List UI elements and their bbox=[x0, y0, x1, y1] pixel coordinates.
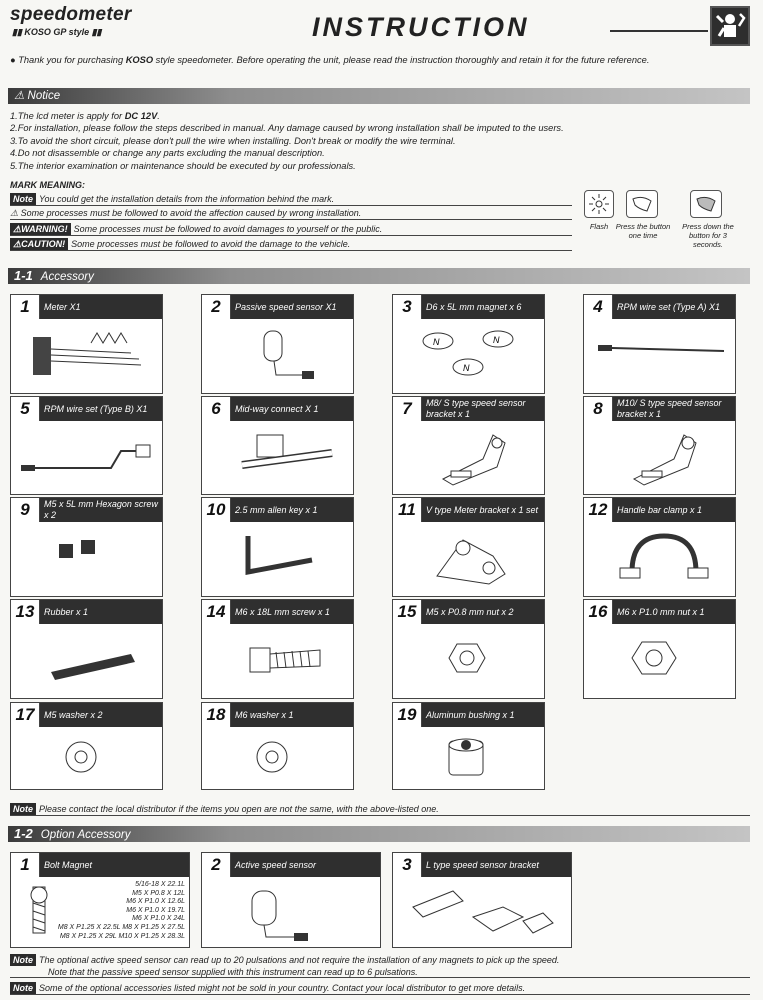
warning-triangle-icon: ⚠ bbox=[10, 208, 21, 218]
accessory-card-8 bbox=[583, 396, 736, 495]
note-sensor-line-1: The optional active speed sensor can read up to 20 pulsations and not require the installation of any magnets to pick up the speed. bbox=[39, 955, 560, 965]
accessory-number: 2 bbox=[202, 295, 231, 319]
accessory-number: 4 bbox=[584, 295, 613, 319]
accessory-card-header bbox=[11, 600, 162, 624]
accessory-label: M6 x P1.0 mm nut x 1 bbox=[617, 606, 705, 617]
accessory-illustration bbox=[202, 522, 353, 597]
accessory-number: 6 bbox=[202, 397, 231, 421]
accessory-label: M5 x P0.8 mm nut x 2 bbox=[426, 606, 514, 617]
accessory-card-15 bbox=[392, 599, 545, 699]
accessory-label: M10/ S type speed sensor bracket x 1 bbox=[617, 398, 722, 419]
accessory-label: V type Meter bracket x 1 set bbox=[426, 504, 539, 515]
option-card-1 bbox=[10, 852, 190, 948]
accessory-illustration bbox=[11, 727, 162, 792]
mark-caution-text: Some processes must be followed to avoid the damage to the vehicle. bbox=[71, 239, 351, 249]
note-availability-text: Some of the optional accessories listed might not be sold in your country. Contact your local distributor to get more details. bbox=[39, 983, 526, 993]
accessory-card-19 bbox=[392, 702, 545, 790]
intro-post: style speedometer. Before operating the unit, please read the instruction thoroughly and retain it for the future reference. bbox=[153, 55, 650, 65]
option-number: 1 bbox=[11, 853, 40, 877]
option-illustration bbox=[202, 877, 380, 952]
notice-line-3: 3.To avoid the short circuit, please don't pull the wire when installing. Don't break or modify the wire terminal. bbox=[10, 135, 456, 146]
accessory-illustration bbox=[393, 727, 544, 792]
accessory-card-14 bbox=[201, 599, 354, 699]
section-accessory-bar bbox=[8, 268, 750, 284]
note-tag: Note bbox=[10, 954, 36, 966]
accessory-illustration bbox=[584, 421, 735, 496]
notice-line-5: 5.The interior examination or maintenance should be executed by our professionals. bbox=[10, 160, 356, 171]
accessory-illustration bbox=[11, 421, 162, 496]
brand-subtitle: ▮▮ KOSO GP style ▮▮ bbox=[12, 27, 102, 37]
intro-pre: Thank you for purchasing bbox=[18, 55, 126, 65]
bolt-spec: M5 X P0.8 X 12L bbox=[132, 889, 185, 897]
intro-text: ● Thank you for purchasing KOSO style speedometer. Before operating the unit, please read the instruction thoroughly and retain it for the future reference. bbox=[10, 55, 650, 65]
accessory-card-11 bbox=[392, 497, 545, 597]
accessory-card-4 bbox=[583, 294, 736, 394]
title-rule bbox=[610, 30, 708, 32]
accessory-label: D6 x 5L mm magnet x 6 bbox=[426, 301, 522, 312]
warning-tag: ⚠WARNING! bbox=[10, 223, 71, 235]
option-card-2 bbox=[201, 852, 381, 948]
option-label: Bolt Magnet bbox=[44, 859, 93, 870]
bolt-spec-list bbox=[15, 881, 185, 941]
accessory-number: 3 bbox=[393, 295, 422, 319]
brand-subtitle-text: KOSO GP style bbox=[24, 27, 90, 37]
mechanic-icon bbox=[710, 6, 750, 46]
note-items-row bbox=[10, 803, 750, 816]
accessory-label: M8/ S type speed sensor bracket x 1 bbox=[426, 398, 526, 419]
accessory-number: 19 bbox=[393, 703, 422, 727]
accessory-card-header bbox=[584, 498, 735, 522]
accessory-card-13 bbox=[10, 599, 163, 699]
mark-note-row bbox=[10, 193, 572, 206]
notice-line-2: 2.For installation, please follow the steps described in manual. Any damage caused by wrong installation shall be imputed to the users. bbox=[10, 123, 564, 134]
option-label: L type speed sensor bracket bbox=[426, 859, 539, 870]
accessory-card-18 bbox=[201, 702, 354, 790]
accessory-card-1 bbox=[10, 294, 163, 394]
accessory-number: 17 bbox=[11, 703, 40, 727]
flash-icon bbox=[584, 190, 614, 218]
accessory-card-header bbox=[393, 600, 544, 624]
option-illustration bbox=[393, 877, 571, 952]
notice-line-1 bbox=[10, 110, 750, 122]
accessory-number: 18 bbox=[202, 703, 231, 727]
accessory-number: 5 bbox=[11, 397, 40, 421]
mark-note-text: You could get the installation details from the information behind the mark. bbox=[39, 194, 335, 204]
option-number: 3 bbox=[393, 853, 422, 877]
section-option-bar bbox=[8, 826, 750, 842]
press-hold-label: Press down the button for 3 seconds. bbox=[682, 222, 734, 249]
accessory-number: 8 bbox=[584, 397, 613, 421]
accessory-card-header bbox=[202, 498, 353, 522]
brand-title: speedometer bbox=[10, 4, 132, 25]
option-card-header bbox=[202, 853, 380, 877]
accessory-label: M6 x 18L mm screw x 1 bbox=[235, 606, 330, 617]
accessory-card-header bbox=[11, 498, 162, 522]
accessory-illustration bbox=[202, 319, 353, 394]
accessory-card-17 bbox=[10, 702, 163, 790]
note-tag: Note bbox=[10, 193, 36, 205]
option-number: 2 bbox=[202, 853, 231, 877]
accessory-illustration bbox=[11, 624, 162, 699]
accessory-illustration bbox=[584, 522, 735, 597]
accessory-card-header bbox=[393, 295, 544, 319]
accessory-illustration bbox=[11, 522, 162, 597]
page-title: INSTRUCTION bbox=[312, 12, 530, 42]
accessory-label: 2.5 mm allen key x 1 bbox=[235, 504, 318, 515]
warning-tag-text: WARNING! bbox=[21, 224, 68, 234]
note-tag: Note bbox=[10, 982, 36, 994]
press-hold-icon bbox=[690, 190, 722, 218]
accessory-label: Passive speed sensor X1 bbox=[235, 301, 337, 312]
intro-brand: KOSO bbox=[125, 55, 154, 65]
press-once-label: Press the button one time bbox=[615, 222, 671, 240]
accessory-card-5 bbox=[10, 396, 163, 495]
note-availability-row bbox=[10, 982, 750, 995]
mark-triangle-text: Some processes must be followed to avoid the affection caused by wrong installation. bbox=[20, 208, 362, 218]
accessory-number: 12 bbox=[584, 498, 613, 522]
option-label: Active speed sensor bbox=[235, 859, 317, 870]
svg-text:N: N bbox=[463, 363, 470, 373]
mark-caution-row bbox=[10, 238, 572, 251]
note-items-text: Please contact the local distributor if the items you open are not the same, with the above-listed one. bbox=[39, 804, 439, 814]
bolt-spec: M8 X P1.25 X 22.5L M8 X P1.25 X 27.5L bbox=[57, 923, 185, 931]
bolt-spec: 5/16-18 X 22.1L bbox=[135, 881, 185, 888]
notice-line-1-post: . bbox=[157, 111, 160, 121]
accessory-illustration bbox=[393, 319, 544, 394]
accessory-label: M5 washer x 2 bbox=[44, 709, 103, 720]
bolt-spec: M8 X P1.25 X 29L M10 X P1.25 X 28.3L bbox=[59, 932, 185, 940]
accessory-illustration bbox=[202, 727, 353, 792]
mark-triangle-row bbox=[10, 207, 572, 220]
option-card-header bbox=[11, 853, 189, 877]
accessory-number: 10 bbox=[202, 498, 231, 522]
flash-label: Flash bbox=[589, 222, 609, 231]
notice-line-1-pre: 1.The lcd meter is apply for bbox=[10, 111, 125, 121]
bolt-spec: M6 X P1.0 X 12.6L bbox=[126, 898, 185, 906]
accessory-illustration bbox=[393, 421, 544, 496]
mark-warning-row bbox=[10, 223, 572, 236]
accessory-illustration bbox=[202, 624, 353, 699]
accessory-card-header bbox=[584, 295, 735, 319]
section-2-num: 1-2 bbox=[14, 826, 33, 841]
press-once-icon bbox=[626, 190, 658, 218]
accessory-label: RPM wire set (Type A) X1 bbox=[617, 301, 721, 312]
notice-line-1-bold: DC 12V bbox=[124, 111, 158, 121]
accessory-label: RPM wire set (Type B) X1 bbox=[44, 403, 148, 414]
accessory-card-header bbox=[584, 397, 735, 421]
accessory-label: Aluminum bushing x 1 bbox=[426, 709, 515, 720]
section-1-num: 1-1 bbox=[14, 268, 33, 283]
accessory-number: 1 bbox=[11, 295, 40, 319]
accessory-card-3 bbox=[392, 294, 545, 394]
section-2-title: Option Accessory bbox=[40, 829, 131, 841]
accessory-card-header bbox=[393, 703, 544, 727]
accessory-number: 15 bbox=[393, 600, 422, 624]
option-card-header bbox=[393, 853, 571, 877]
accessory-card-7 bbox=[392, 396, 545, 495]
accessory-card-header bbox=[202, 397, 353, 421]
accessory-card-12 bbox=[583, 497, 736, 597]
note-tag: Note bbox=[10, 803, 36, 815]
accessory-illustration bbox=[11, 319, 162, 394]
accessory-number: 13 bbox=[11, 600, 40, 624]
caution-tag-text: CAUTION! bbox=[21, 239, 66, 249]
accessory-card-16 bbox=[583, 599, 736, 699]
notice-bar: ⚠ Notice bbox=[8, 88, 750, 104]
accessory-card-9 bbox=[10, 497, 163, 597]
notice-line-4: 4.Do not disassemble or change any parts excluding the manual description. bbox=[10, 148, 325, 159]
accessory-illustration bbox=[584, 624, 735, 699]
bolt-spec: M6 X P1.0 X 24L bbox=[132, 915, 185, 923]
accessory-number: 16 bbox=[584, 600, 613, 624]
note-sensor-line-2: Note that the passive speed sensor supplied with this instrument can read up to 6 pulsations. bbox=[48, 967, 418, 977]
option-card-3 bbox=[392, 852, 572, 948]
accessory-illustration bbox=[584, 319, 735, 394]
accessory-card-10 bbox=[201, 497, 354, 597]
accessory-card-header bbox=[584, 600, 735, 624]
notice-title: Notice bbox=[27, 90, 61, 102]
mark-warning-text: Some processes must be followed to avoid damages to yourself or the public. bbox=[73, 224, 383, 234]
accessory-card-header bbox=[202, 600, 353, 624]
note-sensor-row bbox=[10, 954, 750, 978]
bolt-spec: M6 X P1.0 X 19.7L bbox=[126, 906, 185, 914]
accessory-label: Meter X1 bbox=[44, 301, 81, 312]
accessory-number: 11 bbox=[393, 498, 422, 522]
accessory-card-header bbox=[393, 498, 544, 522]
accessory-card-header bbox=[11, 703, 162, 727]
accessory-card-2 bbox=[201, 294, 354, 394]
svg-text:N: N bbox=[433, 337, 440, 347]
accessory-number: 7 bbox=[393, 397, 422, 421]
svg-text:N: N bbox=[493, 335, 500, 345]
accessory-label: Mid-way connect X 1 bbox=[235, 403, 319, 414]
accessory-illustration bbox=[393, 624, 544, 699]
accessory-label: Handle bar clamp x 1 bbox=[617, 504, 703, 515]
accessory-card-6 bbox=[201, 396, 354, 495]
accessory-card-header bbox=[11, 397, 162, 421]
accessory-illustration bbox=[202, 421, 353, 496]
accessory-number: 14 bbox=[202, 600, 231, 624]
mark-meaning-heading: MARK MEANING: bbox=[10, 180, 85, 190]
accessory-illustration bbox=[393, 522, 544, 597]
accessory-label: M6 washer x 1 bbox=[235, 709, 294, 720]
notice-list bbox=[10, 110, 750, 172]
accessory-card-header bbox=[393, 397, 544, 421]
accessory-card-header bbox=[202, 703, 353, 727]
accessory-label: Rubber x 1 bbox=[44, 606, 89, 617]
accessory-card-header bbox=[202, 295, 353, 319]
caution-tag: ⚠CAUTION! bbox=[10, 238, 68, 250]
accessory-card-header bbox=[11, 295, 162, 319]
accessory-number: 9 bbox=[11, 498, 40, 522]
accessory-label: M5 x 5L mm Hexagon screw x 2 bbox=[44, 499, 158, 520]
section-1-title: Accessory bbox=[40, 271, 94, 283]
